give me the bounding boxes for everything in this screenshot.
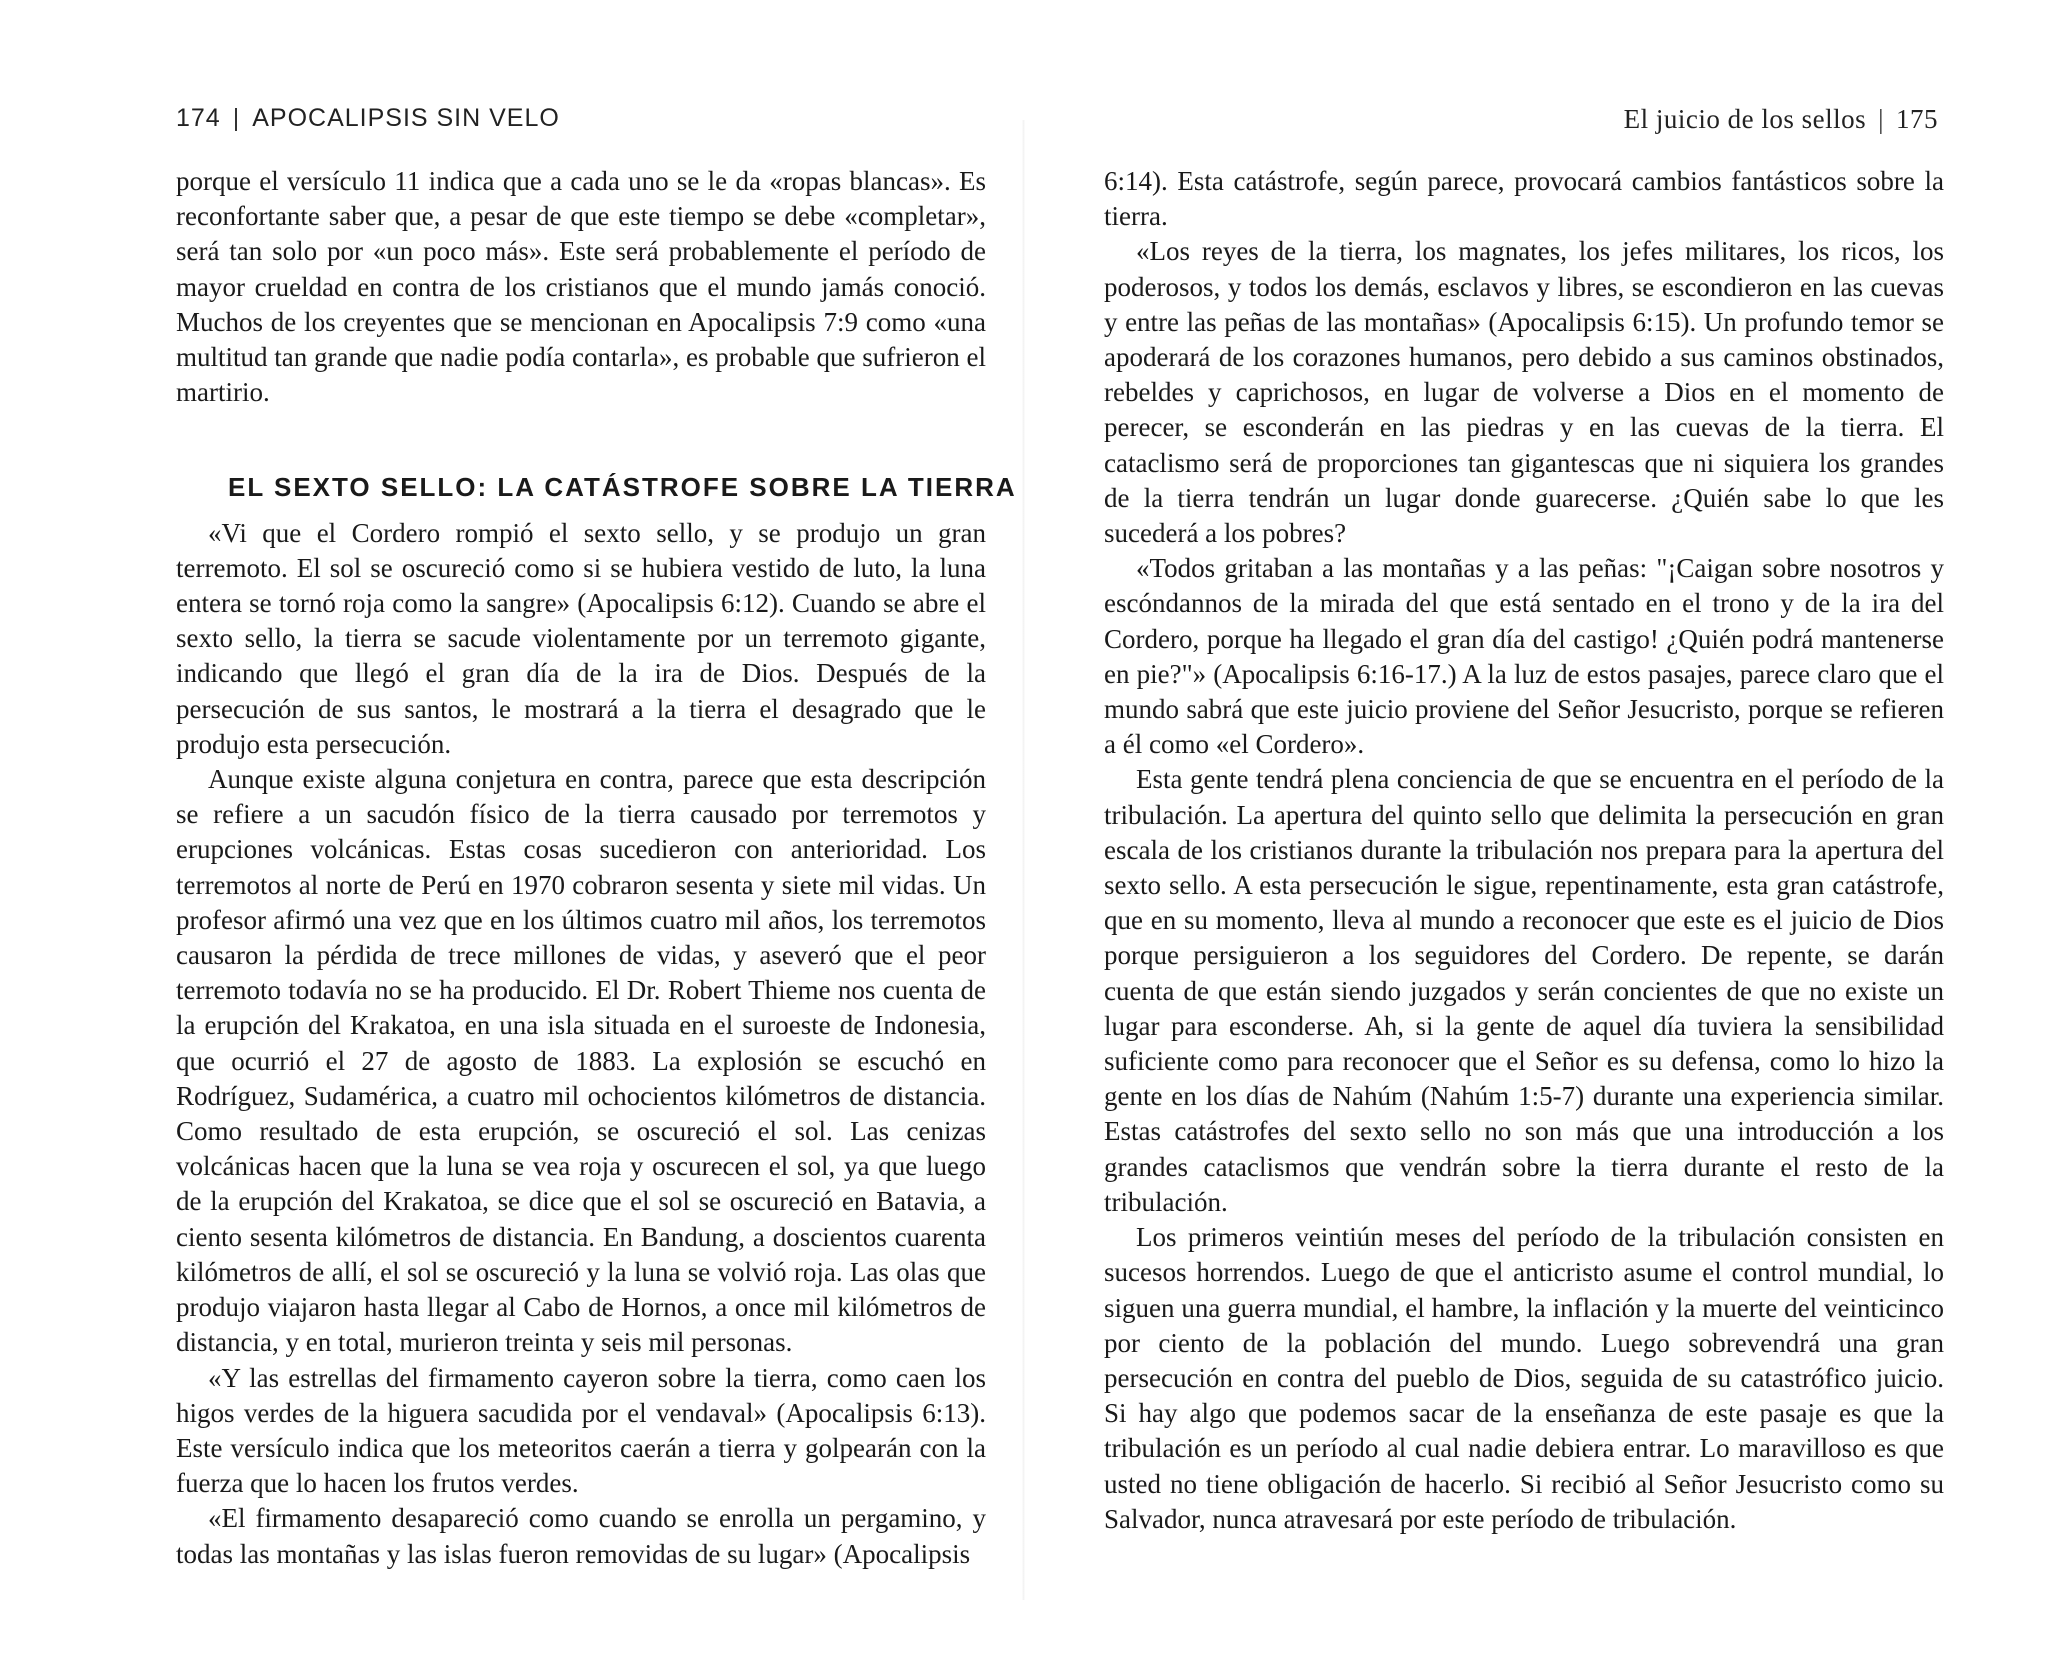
right-paragraph-5: Los primeros veintiún meses del período de la tribulación consisten en sucesos horrendos. Luego de que el anticristo asume el control mundial, lo siguen una guerra mundial, el hambre, la inflación y la muerte del veinticinco por ciento de la población del mundo. Luego sobrevendrá una gran persecución en contra del pueblo de Dios, seguida de su catastrófico juicio. Si hay algo que podemos sacar de la enseñanza de este pasaje es que la tribulación es un período al cual nadie debiera entrar. Lo maravilloso es que usted no tiene obligación de hacerlo. Si recibió al Señor Jesucristo como su Salvador, nunca atravesará por este período de tribulación. <box>1104 1222 1944 1534</box>
section-heading: EL SEXTO SELLO: LA CATÁSTROFE SOBRE LA TIERRA <box>228 472 1017 503</box>
left-running-head-separator: | <box>232 104 241 132</box>
right-running-head-separator: | <box>1878 104 1884 134</box>
right-paragraph-4: Esta gente tendrá plena conciencia de que se encuentra en el período de la tribulación. La apertura del quinto sello que delimita la persecución en gran escala de los cristianos durante la tribulación nos prepara para la apertura del sexto sello. A esta persecución le sigue, repentinamente, esta gran catástrofe, que en su momento, lleva al mundo a reconocer que este es el juicio de Dios porque persiguieron a los seguidores del Cordero. De repente, se darán cuenta de que están siendo juzgados y serán concientes de que no existe un lugar para esconderse. Ah, si la gente de aquel día tuviera la sensibilidad suficiente como para reconocer que el Señor es su defensa, como lo hizo la gente en los días de Nahúm (Nahúm 1:5-7) durante una experiencia similar. Estas catástrofes del sexto sello no son más que una introducción a los grandes cataclismos que vendrán sobre la tierra durante el resto de la tribulación. <box>1104 764 1944 1217</box>
right-paragraph-1: 6:14). Esta catástrofe, según parece, provocará cambios fantásticos sobre la tierra. <box>1104 166 1944 232</box>
left-paragraph-3: Aunque existe alguna conjetura en contra, parece que esta descripción se refiere a un sacudón físico de la tierra causado por terremotos y erupciones volcánicas. Estas cosas sucedieron con anterioridad. Los terremotos al norte de Perú en 1970 cobraron sesenta y siete mil vidas. Un profesor afirmó una vez que en los últimos cuatro mil años, los terremotos causaron la pérdida de trece millones de vidas, y aseveró que el peor terremoto todavía no se ha producido. El Dr. Robert Thieme nos cuenta de la erupción del Krakatoa, en una isla situada en el suroeste de Indonesia, que ocurrió el 27 de agosto de 1883. La explosión se escuchó en Rodríguez, Sudamérica, a cuatro mil ochocientos kilómetros de distancia. Como resultado de esta erupción, se oscureció el sol. Las cenizas volcánicas hacen que la luna se vea roja y oscurecen el sol, ya que luego de la erupción del Krakatoa, se dice que el sol se oscureció en Batavia, a ciento sesenta kilómetros de distancia. En Bandung, a doscientos cuarenta kilómetros de allí, el sol se oscureció y la luna se volvió roja. Las olas que produjo viajaron hasta llegar al Cabo de Hornos, a once mil kilómetros de distancia, y en total, murieron treinta y seis mil personas. <box>176 764 986 1358</box>
left-body-text <box>176 164 1017 1572</box>
left-page-number: 174 <box>176 104 221 132</box>
right-paragraph-2: «Los reyes de la tierra, los magnates, los jefes militares, los ricos, los poderosos, y todos los demás, esclavos y libres, se escondieron en las cuevas y entre las peñas de las montañas» (Apocalipsis 6:15). Un profundo temor se apoderará de los corazones humanos, pero debido a sus caminos obstinados, rebeldes y caprichosos, en lugar de volverse a Dios en el momento de perecer, se esconderán en las piedras y en las cuevas de la tierra. El cataclismo será de proporciones tan gigantescas que ni siquiera los grandes de la tierra tendrán un lugar donde guarecerse. ¿Quién sabe lo que les sucederá a los pobres? <box>1104 236 1944 549</box>
right-running-head <box>1624 104 1938 135</box>
right-body-text <box>1104 164 1944 1537</box>
left-paragraph-1: porque el versículo 11 indica que a cada uno se le da «ropas blancas». Es reconfortante saber que, a pesar de que este tiempo se debe «completar», será tan solo por «un poco más». Este será probablemente el período de mayor crueldad en contra de los cristianos que el mundo jamás conoció. Muchos de los creyentes que se mencionan en Apocalipsis 7:9 como «una multitud tan grande que nadie podía contarla», es probable que sufrieron el martirio. <box>176 166 986 408</box>
right-page <box>1024 0 2048 1676</box>
left-paragraph-2: «Vi que el Cordero rompió el sexto sello, y se produjo un gran terremoto. El sol se oscureció como si se hubiera vestido de luto, la luna entera se tornó roja como la sangre» (Apocalipsis 6:12). Cuando se abre el sexto sello, la tierra se sacude violentamente por un terremoto gigante, indicando que llegó el gran día de la ira de Dios. Después de la persecución de sus santos, le mostrará a la tierra el desagrado que le produjo esta persecución. <box>176 517 986 759</box>
left-paragraph-4: «Y las estrellas del firmamento cayeron sobre la tierra, como caen los higos verdes de la higuera sacudida por el vendaval» (Apocalipsis 6:13). Este versículo indica que los meteoritos caerán a tierra y golpearán con la fuerza que lo hacen los frutos verdes. <box>176 1362 986 1499</box>
left-paragraph-5: «El firmamento desapareció como cuando se enrolla un pergamino, y todas las montañas y las islas fueron removidas de su lugar» (Apocalipsis <box>176 1503 986 1569</box>
right-paragraph-3: «Todos gritaban a las montañas y a las peñas: "¡Caigan sobre nosotros y escóndannos de la mirada del que está sentado en el trono y de la ira del Cordero, porque ha llegado el gran día del castigo! ¿Quién podrá mantenerse en pie?"» (Apocalipsis 6:16-17.) A la luz de estos pasajes, parece claro que el mundo sabrá que este juicio proviene del Señor Jesucristo, porque se refieren a él como «el Cordero». <box>1104 553 1944 760</box>
left-running-head <box>176 104 560 133</box>
left-running-head-title: APOCALIPSIS SIN VELO <box>252 104 560 132</box>
right-page-number: 175 <box>1896 104 1938 134</box>
right-running-head-title: El juicio de los sellos <box>1623 104 1867 134</box>
